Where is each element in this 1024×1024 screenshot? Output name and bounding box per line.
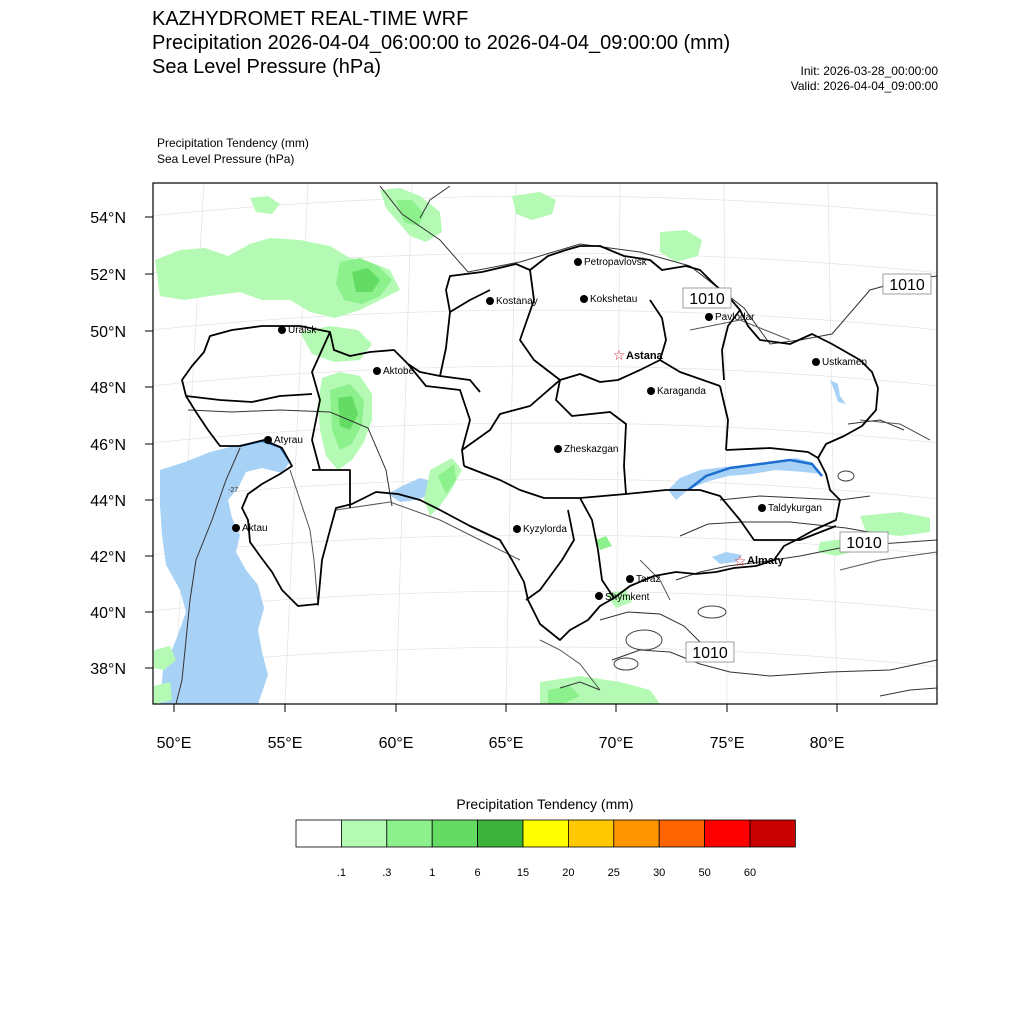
city-label: Petropavlovsk xyxy=(584,257,647,268)
city-dot xyxy=(595,592,603,600)
lon-label: 55°E xyxy=(267,735,303,752)
colorbar-label: 6 xyxy=(474,867,481,879)
isobar-label: 1010 xyxy=(689,291,725,308)
colorbar-swatch xyxy=(568,820,613,847)
city-label: Zheskazgan xyxy=(564,444,619,455)
city-dot xyxy=(373,367,381,375)
latitude-labels xyxy=(90,210,126,678)
city-label: Aktobe xyxy=(383,366,415,377)
colorbar-label: .3 xyxy=(382,867,392,879)
colorbar-label: 25 xyxy=(607,867,620,879)
colorbar-swatch xyxy=(523,820,568,847)
lat-label: 50°N xyxy=(90,324,126,341)
lat-label: 38°N xyxy=(90,661,126,678)
colorbar-swatch xyxy=(705,820,750,847)
lat-label: 40°N xyxy=(90,605,126,622)
precipitation-period: Precipitation 2026-04-04_06:00:00 to 2026-04-04_09:00:00 (mm) xyxy=(152,32,731,54)
valid-time: Valid: 2026-04-04_09:00:00 xyxy=(790,79,938,93)
city-dot xyxy=(486,297,494,305)
lon-label: 70°E xyxy=(598,735,634,752)
city-label: Ustkamen xyxy=(822,357,868,368)
lat-label: 52°N xyxy=(90,267,126,284)
zaysan-lake xyxy=(830,380,846,404)
colorbar-swatch xyxy=(296,820,341,847)
city-dot xyxy=(812,358,820,366)
city-dot xyxy=(580,295,588,303)
colorbar-label: 15 xyxy=(516,867,530,879)
capital-star-icon: ☆ xyxy=(733,554,747,570)
city-dot xyxy=(758,504,766,512)
city-label: Uralsk xyxy=(288,325,317,336)
isobar-label: 1010 xyxy=(889,277,925,294)
city-label: Shymkent xyxy=(605,592,650,603)
title: KAZHYDROMET REAL-TIME WRF xyxy=(152,8,469,30)
caspian-sea xyxy=(160,442,290,704)
lon-label: 65°E xyxy=(488,735,524,752)
colorbar xyxy=(296,820,795,847)
city-dot xyxy=(705,313,713,321)
city-dot xyxy=(647,387,655,395)
colorbar-label: 1 xyxy=(429,867,436,879)
city-label: Aktau xyxy=(242,523,268,534)
city-dot xyxy=(554,445,562,453)
colorbar-swatch xyxy=(614,820,659,847)
lat-label: 48°N xyxy=(90,380,126,397)
colorbar-label: 50 xyxy=(698,867,711,879)
lat-label: 54°N xyxy=(90,210,126,227)
water-bodies xyxy=(160,380,846,704)
city-label: Kyzylorda xyxy=(523,524,567,535)
colorbar-label: 20 xyxy=(562,867,575,879)
city-label: Astana xyxy=(626,350,663,362)
city-dot xyxy=(232,524,240,532)
city-dot xyxy=(574,258,582,266)
city-label: Atyrau xyxy=(274,435,303,446)
colorbar-title: Precipitation Tendency (mm) xyxy=(456,796,634,812)
lon-label: 75°E xyxy=(709,735,745,752)
init-time: Init: 2026-03-28_00:00:00 xyxy=(800,64,938,78)
colorbar-swatch xyxy=(750,820,795,847)
colorbar-label: 30 xyxy=(653,867,666,879)
city-dot xyxy=(513,525,521,533)
colorbar-swatch xyxy=(659,820,704,847)
isobar-label: 1010 xyxy=(692,645,728,662)
city-dot xyxy=(278,326,286,334)
map-panel xyxy=(140,183,950,704)
lat-label: 44°N xyxy=(90,493,126,510)
city-label: Taraz xyxy=(636,574,661,585)
contour-small-label: -27 xyxy=(228,487,239,494)
longitude-labels xyxy=(157,735,845,752)
isobar-label: 1010 xyxy=(846,535,882,552)
lat-label: 46°N xyxy=(90,437,126,454)
colorbar-label: .1 xyxy=(336,867,346,879)
colorbar-label: 60 xyxy=(743,867,757,879)
balkhash-lake xyxy=(668,458,820,500)
lon-label: 50°E xyxy=(156,735,192,752)
lon-label: 60°E xyxy=(378,735,414,752)
city-dot xyxy=(264,436,272,444)
pressure-title: Sea Level Pressure (hPa) xyxy=(152,56,382,78)
colorbar-swatch xyxy=(341,820,386,847)
city-label: Almaty xyxy=(747,555,784,567)
lat-label: 42°N xyxy=(90,549,126,566)
city-label: Karaganda xyxy=(657,386,706,397)
city-label: Kostanay xyxy=(496,296,538,307)
colorbar-swatch xyxy=(478,820,523,847)
city-label: Pavlodar xyxy=(715,312,755,323)
city-label: Kokshetau xyxy=(590,294,638,305)
lon-label: 80°E xyxy=(809,735,845,752)
colorbar-swatch xyxy=(432,820,477,847)
city-label: Taldykurgan xyxy=(768,503,822,514)
capital-star-icon: ☆ xyxy=(612,348,626,364)
city-dot xyxy=(626,575,634,583)
colorbar-swatch xyxy=(387,820,432,847)
field-label-precip: Precipitation Tendency (mm) xyxy=(157,136,309,150)
field-label-pressure: Sea Level Pressure (hPa) xyxy=(157,152,295,166)
